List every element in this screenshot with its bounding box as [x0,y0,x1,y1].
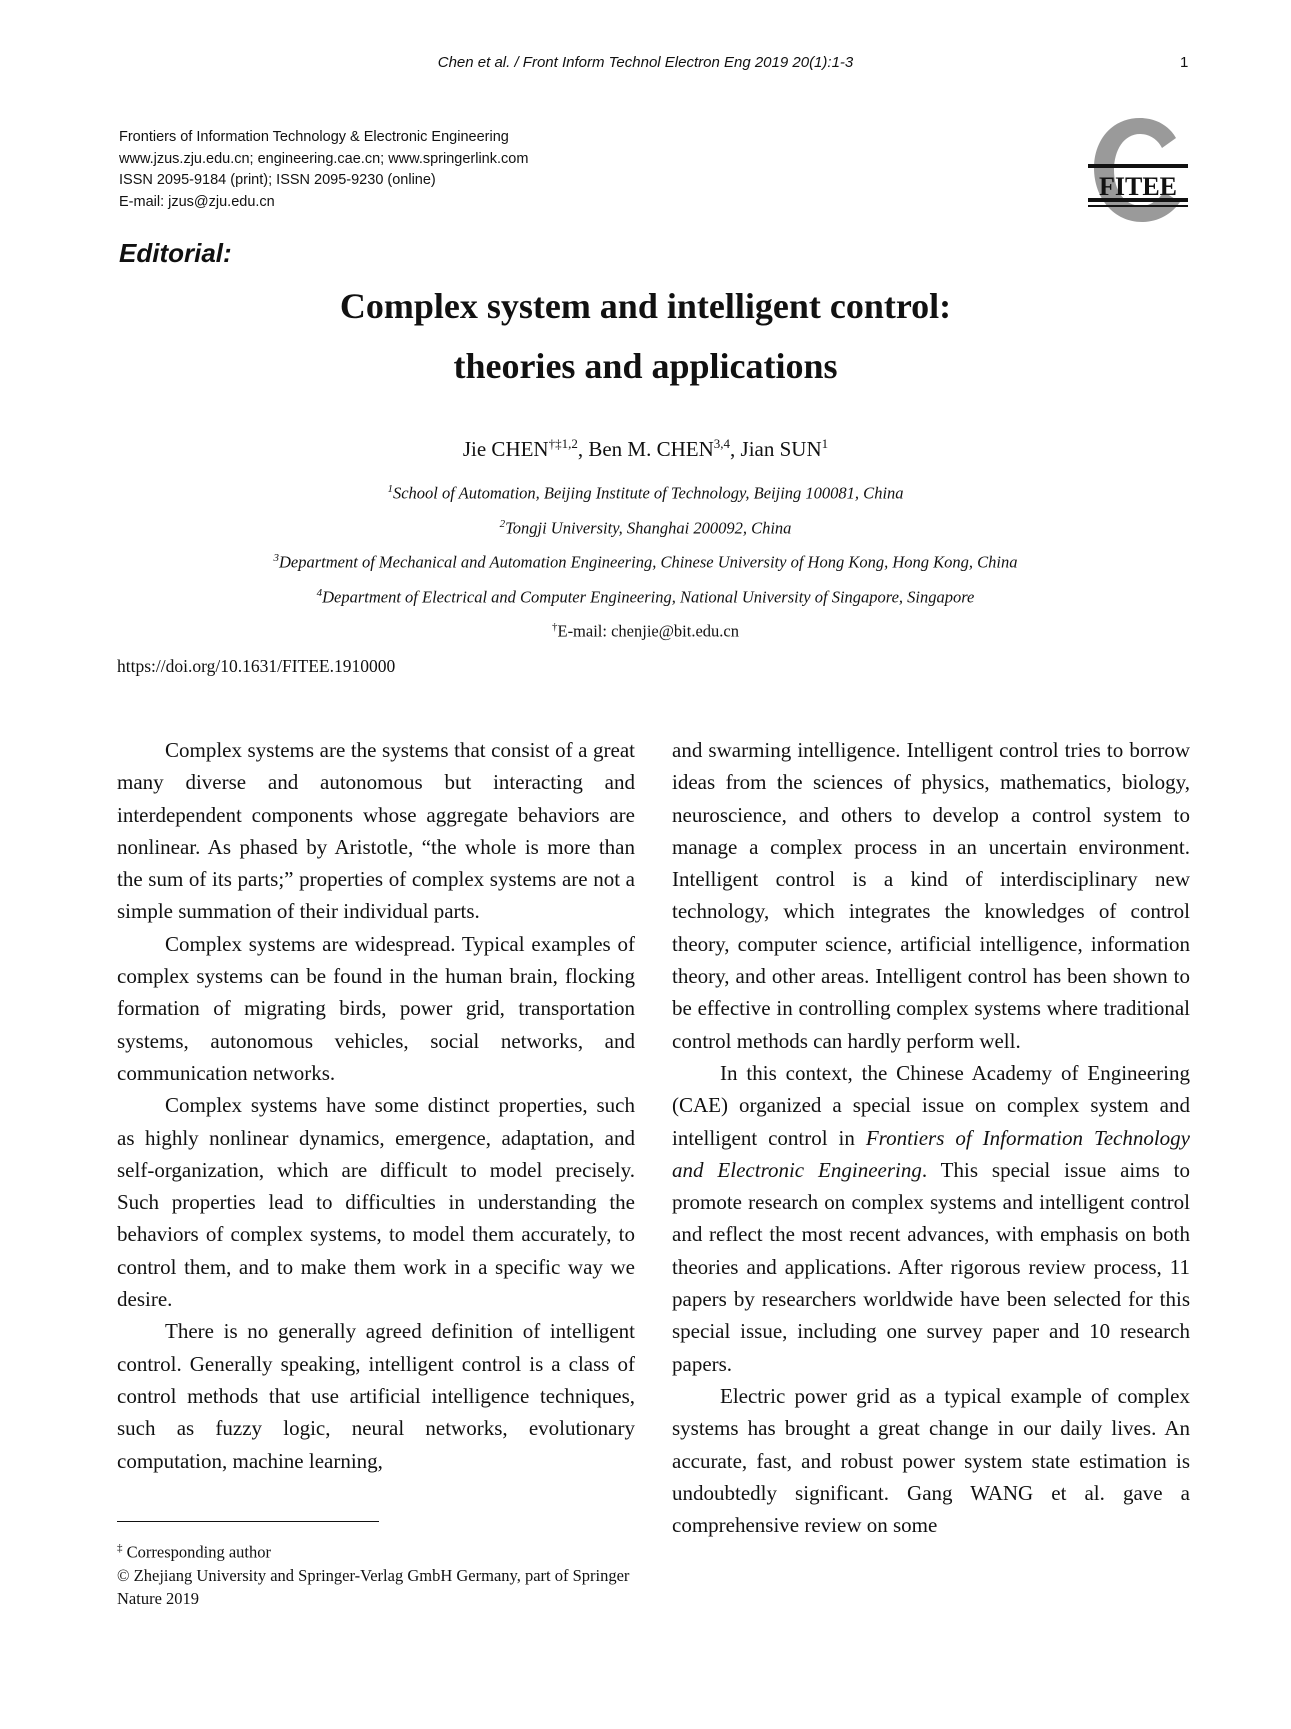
footnote-copyright: © Zhejiang University and Springer-Verlag GmbH Germany, part of Springer Nature 2019 [117,1565,630,1608]
page-number: 1 [1180,54,1189,71]
journal-issn: ISSN 2095-9184 (print); ISSN 2095-9230 (online) [119,172,436,188]
journal-email: E-mail: jzus@zju.edu.cn [119,193,275,210]
footnote-divider [117,1521,379,1522]
affiliation: $^1$School of Automation, Beijing Institute of Technology, Beijing 100081, China [387,483,904,503]
corresponding-email: †E-mail: chenjie@bit.edu.cn [551,621,739,641]
author-name: Jian SUN [740,437,822,461]
affiliations [0,474,1291,647]
journal-info [119,127,528,213]
doi-link[interactable]: https://doi.org/10.1631/FITEE.1910000 [117,656,396,676]
article-title [0,276,1291,396]
journal-name: Frontiers of Information Technology & Electronic Engineering [119,129,509,145]
author-name: Ben M. CHEN [588,437,714,461]
paragraph: Complex systems are widespread. Typical examples of complex systems can be found in the human brain, flocking formation of migrating birds, power grid, transportation systems, autonomous vehicles, social networks, and communication networks. [117,931,635,1085]
paragraph: There is no generally agreed definition of intelligent control. Generally speaking, intelligent control is a class of control methods that use artificial intelligence techniques, such as fuzzy logic, neural networks, evolutionary computation, machine learning, [117,1319,635,1473]
article-type: Editorial: [119,238,232,268]
affiliation: $^2$Tongji University, Shanghai 200092, China [499,517,792,537]
author-marks: 1 [821,436,829,451]
body-column-right [672,734,1190,1541]
paragraph: and swarming intelligence. Intelligent control tries to borrow ideas from the sciences of physics, mathematics, biology, neuroscience, and others to develop a control system to manage a complex process in an uncertain environment. Intelligent control is a kind of interdisciplinary new technology, which integrates the knowledges of control theory, computer science, artificial intelligence, information theory, and other areas. Intelligent control has been shown to be effective in controlling complex systems where traditional control methods can hardly perform well. [672,738,1190,1053]
title-line-2: theories and applications [453,346,838,386]
author-list: Jie CHEN$^{\dagger\ddagger 1,2}$, Ben M. CHEN$^{3,4}$, Jian SUN$^1$ [462,436,829,461]
paragraph: Electric power grid as a typical example of complex systems has brought a great change in our daily lives. An accurate, fast, and robust power system state estimation is undoubtedly significant. Gang WANG et al. gave a comprehensive review on some [672,1383,1190,1538]
paragraph: Complex systems have some distinct properties, such as highly nonlinear dynamics, emergence, adaptation, and self-organization, which are difficult to model precisely. Such properties lead to difficulties in understanding the behaviors of complex systems, to model them accurately, to control them, and to make them work in a specific way we desire. [117,1093,635,1312]
running-head: Chen et al. / Front Inform Technol Electron Eng 2019 20(1):1-3 [437,54,854,71]
title-line-1: Complex system and intelligent control: [339,286,952,326]
author-marks: †‡1,2 [548,436,578,451]
author-name: Jie CHEN [462,437,549,461]
journal-title-italic: Frontiers of Information Technology and Electronic Engineering [672,1125,1190,1182]
affiliation: $^3$Department of Mechanical and Automation Engineering, Chinese University of Hong Kong, Hong Kong, China [273,552,1018,572]
journal-websites: www.jzus.zju.edu.cn; engineering.cae.cn; www.springerlink.com [119,150,529,167]
logo-text: FITEE [1098,172,1178,201]
paragraph: Complex systems are the systems that consist of a great many diverse and autonomous but interacting and interdependent components whose aggregate behaviors are nonlinear. As phased by Aristotle, “the whole is more than the sum of its parts;” properties of complex systems are not a simple summation of their individual parts. [117,738,635,924]
affiliation: $^4$Department of Electrical and Computer Engineering, National University of Singapore, Singapore [316,586,975,606]
author-marks: 3,4 [713,436,731,451]
fitee-logo [1088,118,1188,228]
body-column-left [117,734,635,1477]
footnotes [117,1537,637,1610]
footnote-corresponding: ‡ Corresponding author [117,1542,271,1562]
paragraph: In this context, the Chinese Academy of Engineering (CAE) organized a special issue on complex system and intelligent control in Frontiers of Information Technology and Electronic Engineering. This special issue aims to promote research on complex systems and intelligent control and reflect the most recent advances, with emphasis on both theories and applications. After rigorous review process, 11 papers by researchers worldwide have been selected for this special issue, including one survey paper and 10 research papers. [672,1060,1190,1376]
